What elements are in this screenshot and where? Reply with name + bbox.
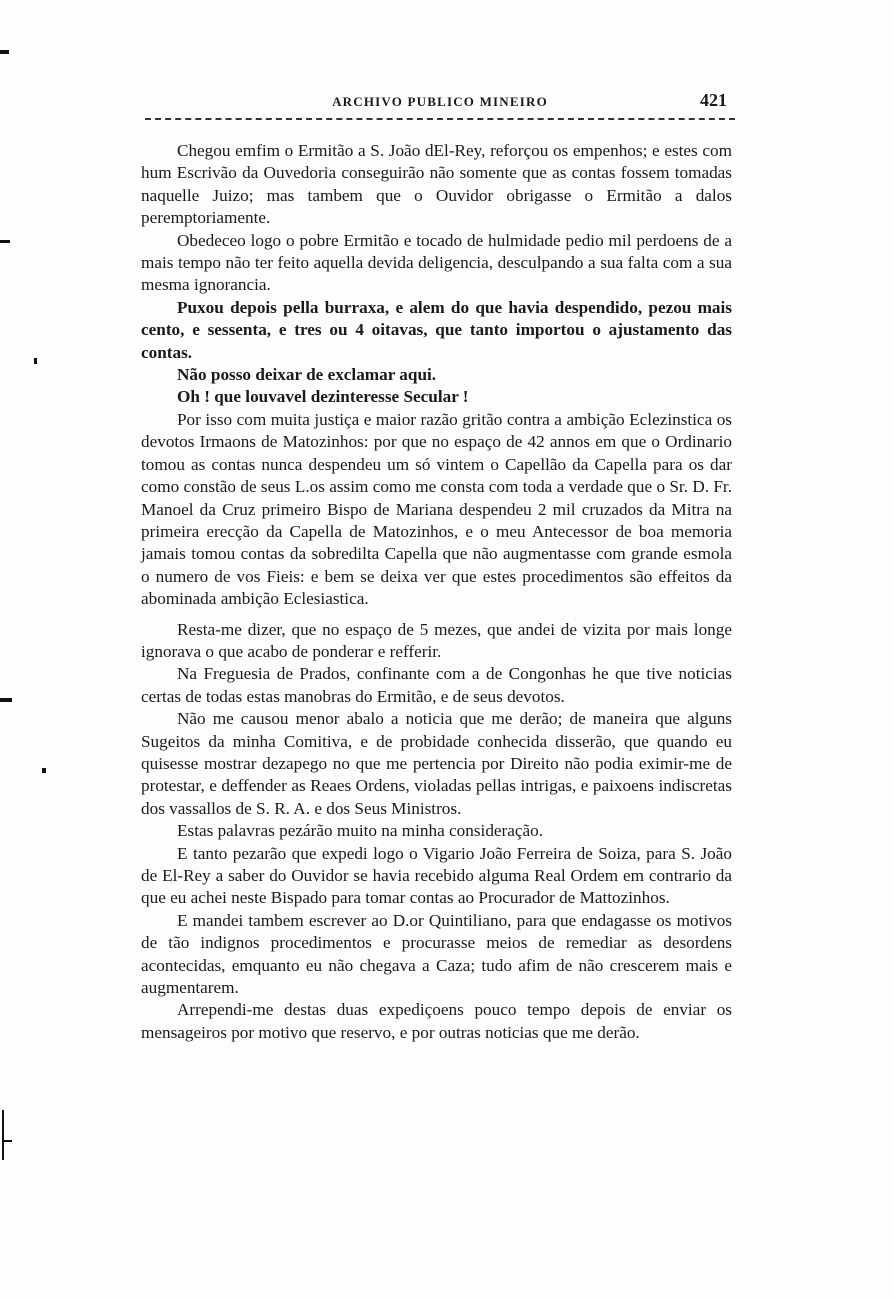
paragraph: Estas palavras pezárão muito na minha consideração. xyxy=(177,821,544,841)
paragraph: Chegou emfim o Ermitão a S. João dEl-Rey, reforçou os empenhos; e estes com hum Escrivão da Ouvedoria conseguirão não somente que as contas fossem tomadas naquelle Juizo; mas tambem que o Ouvidor obrigasse o Ermitão a dalos peremptoriamente. xyxy=(141,141,732,228)
paragraph: Arrependi-me destas duas expediçoens pouco tempo depois de enviar os mensageiros por motivo que reservo, e por outras noticias que me derão. xyxy=(141,1000,732,1042)
margin-mark xyxy=(34,358,37,364)
paragraph: Na Freguesia de Prados, confinante com a de Congonhas he que tive noticias certas de todas estas manobras do Ermitão, e de seus devotos. xyxy=(141,664,732,706)
body-text xyxy=(141,140,732,1044)
margin-mark xyxy=(0,240,10,243)
margin-mark xyxy=(2,1140,12,1142)
page-number: 421 xyxy=(700,90,727,110)
paragraph: Puxou depois pella burraxa, e alem do que havia despendido, pezou mais cento, e sessenta, e tres ou 4 oitavas, que tanto importou o ajustamento das contas. xyxy=(141,297,732,362)
running-head: ARCHIVO PUBLICO MINEIRO xyxy=(332,94,548,109)
page-header xyxy=(145,92,735,116)
paragraph: E mandei tambem escrever ao D.or Quintiliano, para que endagasse os motivos de tão indignos procedimentos e procurasse meios de remediar as desordens acontecidas, emquanto eu não chegava a Caza; tudo afim de não crescerem mais e augmentarem. xyxy=(141,910,732,998)
paragraph: Não posso deixar de exclamar aqui. xyxy=(177,365,437,385)
header-rule xyxy=(145,118,735,120)
paragraph: Resta-me dizer, que no espaço de 5 mezes, que andei de vizita por mais longe ignorava o que acabo de ponderar e refferir. xyxy=(141,619,732,661)
paragraph: Não me causou menor abalo a noticia que me derão; de maneira que alguns Sugeitos da minha Comitiva, e de probidade conhecida disserão, que quando eu quisesse mostrar dezapego no que me pertencia por Direito não podia eximir-me de protestar, e deffender as Reaes Ordens, violadas pellas intrigas, e paixoens indiscretas dos vassallos de S. R. A. e dos Seus Ministros. xyxy=(141,709,732,818)
margin-mark xyxy=(0,50,9,54)
margin-mark xyxy=(2,1110,4,1160)
margin-mark xyxy=(42,768,46,773)
margin-mark xyxy=(0,698,12,702)
paragraph: Obedeceo logo o pobre Ermitão e tocado de hulmidade pedio mil perdoens de a mais tempo não ter feito aquella devida deligencia, desculpando a sua falta com a sua mesma ignorancia. xyxy=(141,230,732,295)
paragraph: Por isso com muita justiça e maior razão gritão contra a ambição Eclezinstica os devotos Irmaons de Matozinhos: por que no espaço de 42 annos em que o Ordinario tomou as contas nunca despendeu um só vintem o Capellão da Capella para os dar como constão de seus L.os assim como me consta com toda a verdade que o Sr. D. Fr. Manoel da Cruz primeiro Bispo de Mariana despendeu 2 mil cruzados da Mitra na primeira erecção da Capella de Matozinhos, e o meu Antecessor de boa memoria jamais tomou contas da sobredilta Capella que não augmentasse com grande esmola o numero de vos Fieis: e bem se deixa ver que estes procedimentos são effeitos da abominada ambição Eclesiastica. xyxy=(141,409,732,609)
paragraph: Oh ! que louvavel dezinteresse Secular ! xyxy=(177,387,469,407)
paragraph: E tanto pezarão que expedi logo o Vigario João Ferreira de Soiza, para S. João de El-Rey a saber do Ouvidor se havia recebido alguma Real Ordem em contrario da que eu achei neste Bispado para tomar contas ao Procurador de Mattozinhos. xyxy=(141,843,732,908)
